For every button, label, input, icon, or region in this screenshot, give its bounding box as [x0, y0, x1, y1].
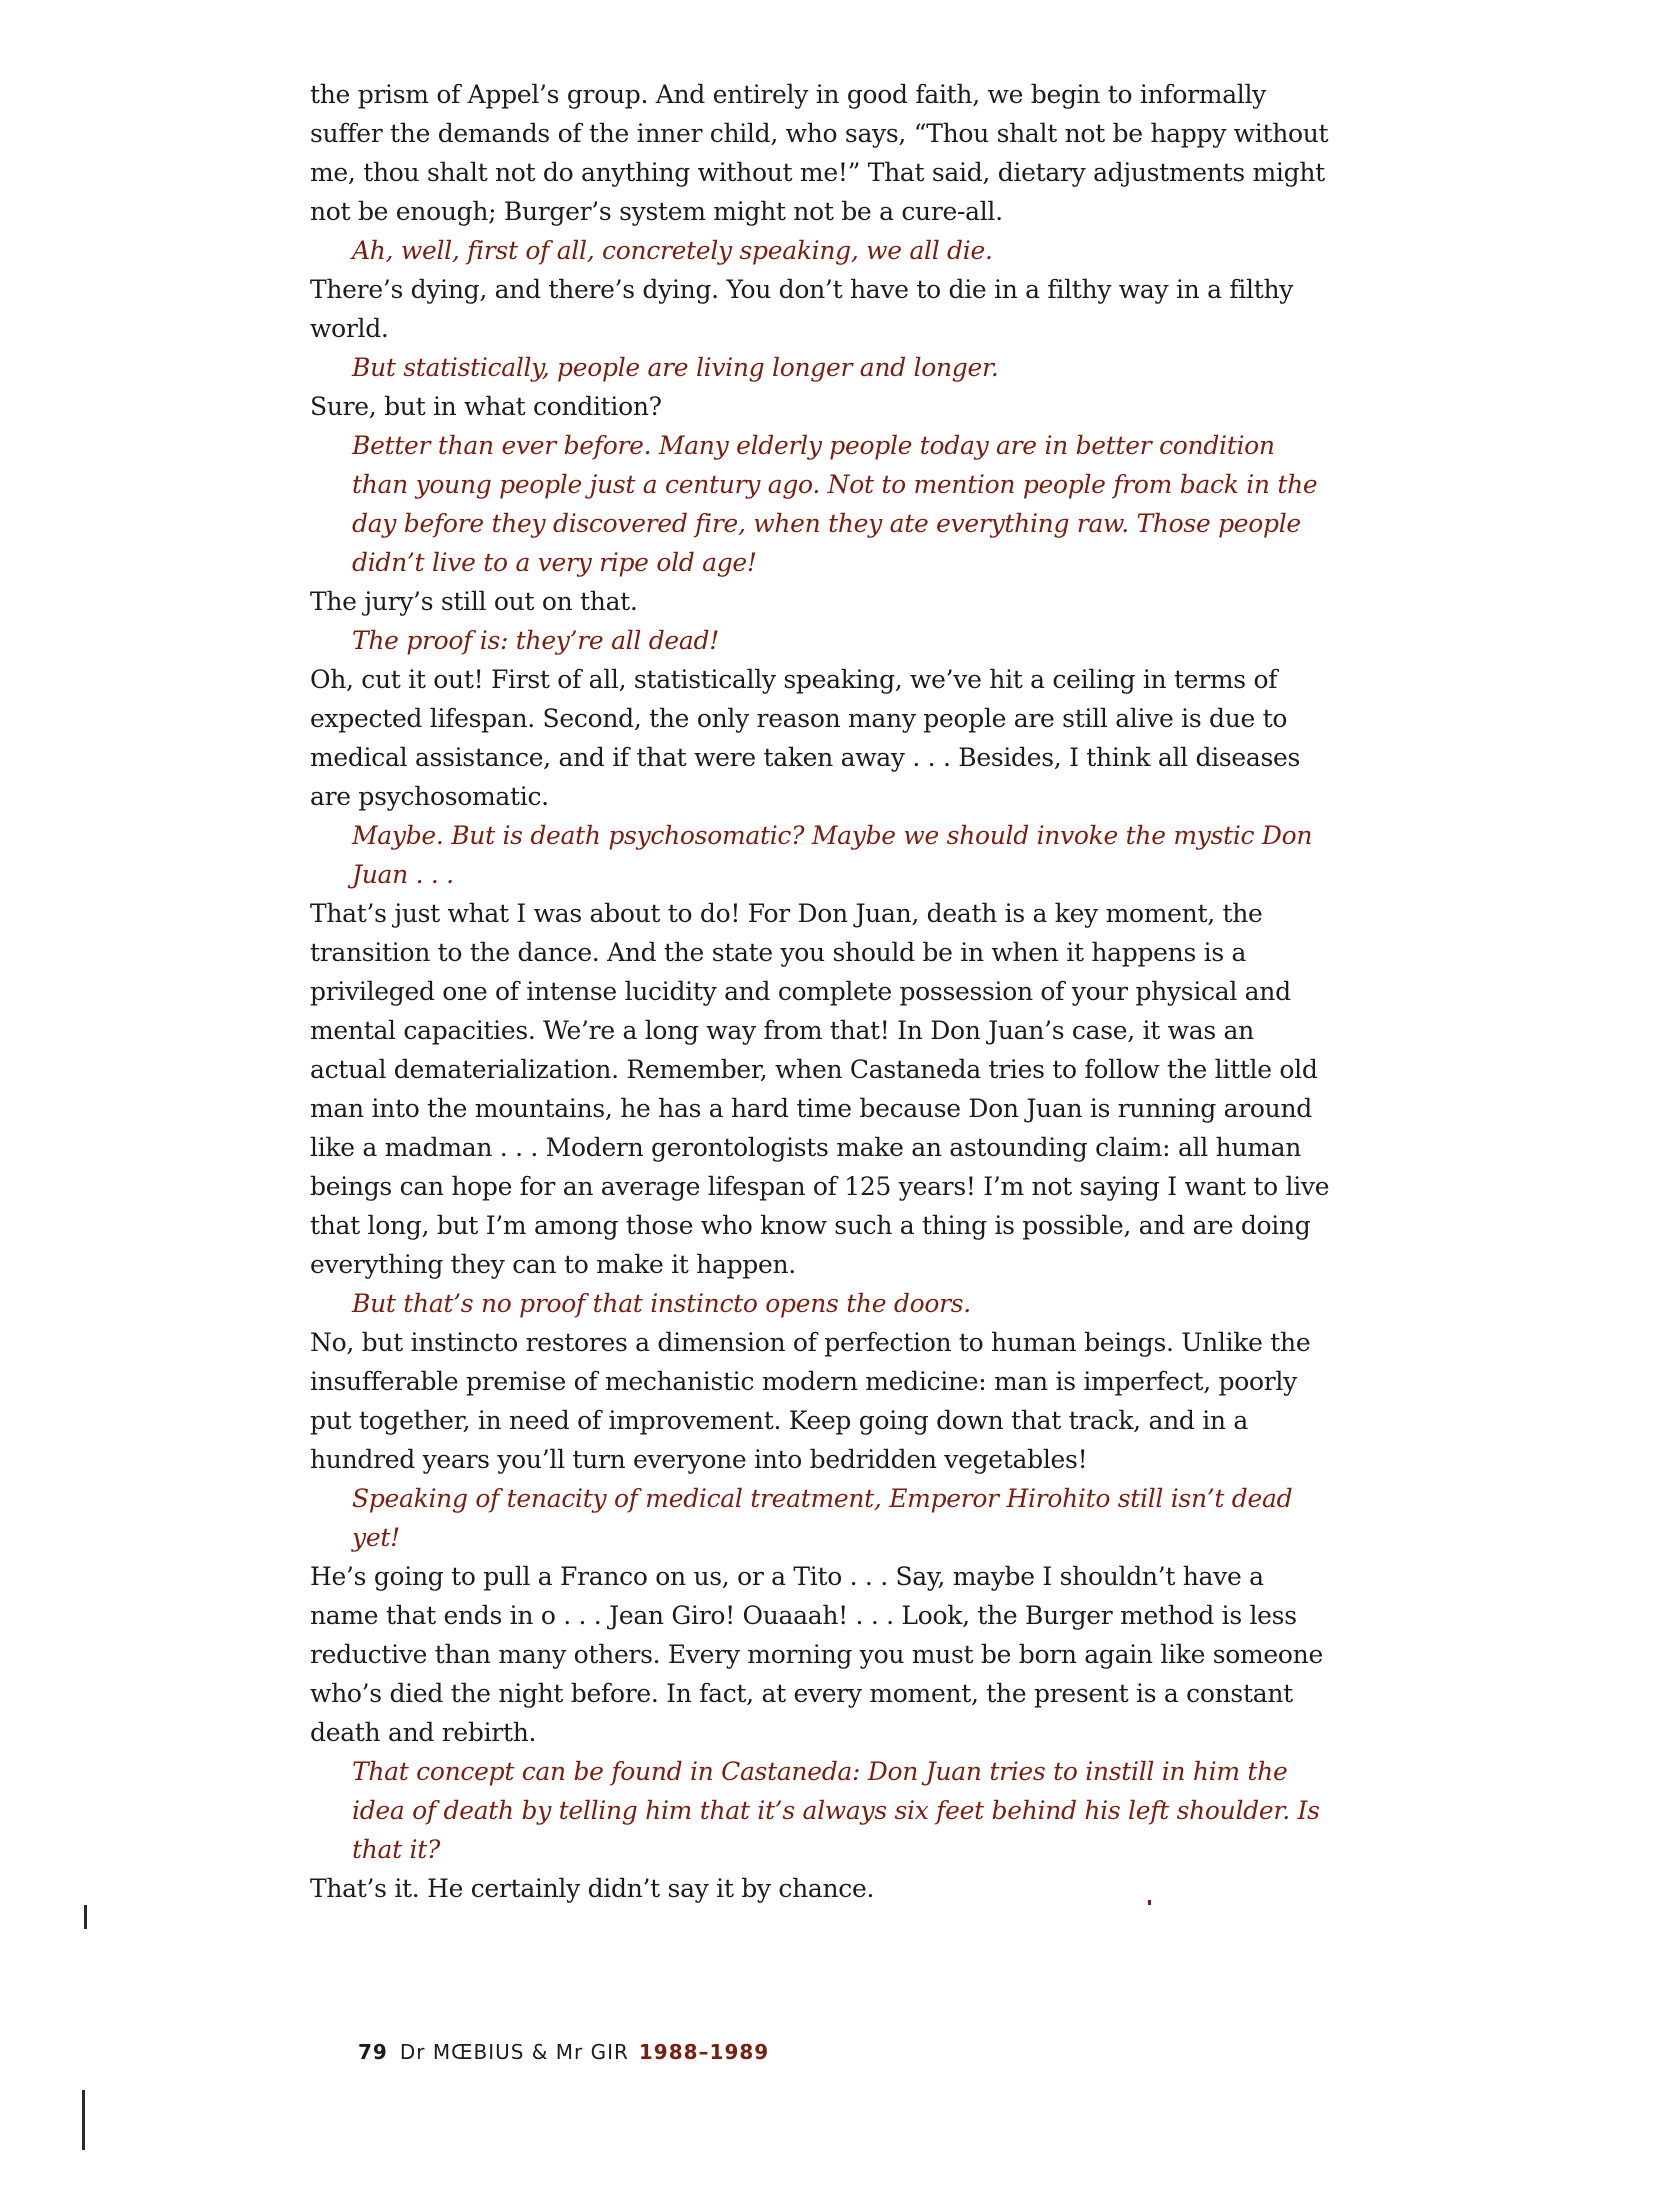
question-paragraph: That concept can be found in Castaneda: Don Juan tries to instill in him the idea of death by telling him that it’s always six feet behind his left shoulder. Is that it?: [352, 1757, 1320, 1864]
answer-paragraph: He’s going to pull a Franco on us, or a Tito . . . Say, maybe I shouldn’t have a name that ends in o . . . Jean Giro! Ouaaah! . . . Look, the Burger method is less reductive than many others. Every morning you must be born again like someone who’s died the night before. In fact, at every moment, the present is a constant death and rebirth.: [310, 1562, 1323, 1747]
scan-mark: [84, 1905, 87, 1929]
answer-paragraph: There’s dying, and there’s dying. You don’t have to die in a filthy way in a filthy world.: [310, 275, 1294, 343]
question-paragraph: Speaking of tenacity of medical treatment, Emperor Hirohito still isn’t dead yet!: [352, 1484, 1293, 1552]
answer-paragraph: That’s just what I was about to do! For Don Juan, death is a key moment, the transition to the dance. And the state you should be in when it happens is a privileged one of intense lucidity and complete possession of your physical and mental capacities. We’re a long way from that! In Don Juan’s case, it was an actual dematerialization. Remember, when Castaneda tries to follow the little old man into the mountains, he has a hard time because Don Juan is running around like a madman . . . Modern gerontologists make an astounding claim: all human beings can hope for an average lifespan of 125 years! I’m not saying I want to live that long, but I’m among those who know such a thing is possible, and are doing everything they can to make it happen.: [310, 899, 1330, 1279]
answer-paragraph: the prism of Appel’s group. And entirely in good faith, we begin to informally suffer the demands of the inner child, who says, “Thou shalt not be happy without me, thou shalt not do anything without me!” That said, dietary adjustments might not be enough; Burger’s system might not be a cure-all.: [310, 80, 1329, 226]
question-paragraph: But statistically, people are living longer and longer.: [352, 353, 999, 382]
question-paragraph: Better than ever before. Many elderly people today are in better condition than young people just a century ago. Not to mention people from back in the day before they discovered fire, when they ate everything raw. Those people didn’t live to a very ripe old age!: [352, 431, 1318, 577]
answer-paragraph: Sure, but in what condition?: [310, 392, 662, 421]
answer-paragraph: That’s it. He certainly didn’t say it by chance.: [310, 1874, 875, 1903]
question-paragraph: Ah, well, first of all, concretely speaking, we all die.: [352, 236, 993, 265]
answer-paragraph: No, but instincto restores a dimension of perfection to human beings. Unlike the insufferable premise of mechanistic modern medicine: man is imperfect, poorly put together, in need of improvement. Keep going down that track, and in a hundred years you’ll turn everyone into bedridden vegetables!: [310, 1328, 1311, 1474]
question-paragraph: But that’s no proof that instincto opens the doors.: [352, 1289, 971, 1318]
page-number: 79: [358, 2040, 388, 2064]
page-footer: [358, 2040, 769, 2064]
question-paragraph: Maybe. But is death psychosomatic? Maybe we should invoke the mystic Don Juan . . .: [352, 821, 1313, 889]
answer-paragraph: Oh, cut it out! First of all, statistically speaking, we’ve hit a ceiling in terms of expected lifespan. Second, the only reason many people are still alive is due to medical assistance, and if that were taken away . . . Besides, I think all diseases are psychosomatic.: [310, 665, 1301, 811]
book-title: Dr MŒBIUS & Mr GIR: [399, 2040, 629, 2064]
interview-text: [310, 75, 1330, 1908]
question-paragraph: The proof is: they’re all dead!: [352, 626, 719, 655]
answer-paragraph: The jury’s still out on that.: [310, 587, 638, 616]
scan-mark: [1148, 1900, 1151, 1905]
scan-mark: [82, 2090, 85, 2150]
book-years: 1988–1989: [638, 2040, 770, 2064]
